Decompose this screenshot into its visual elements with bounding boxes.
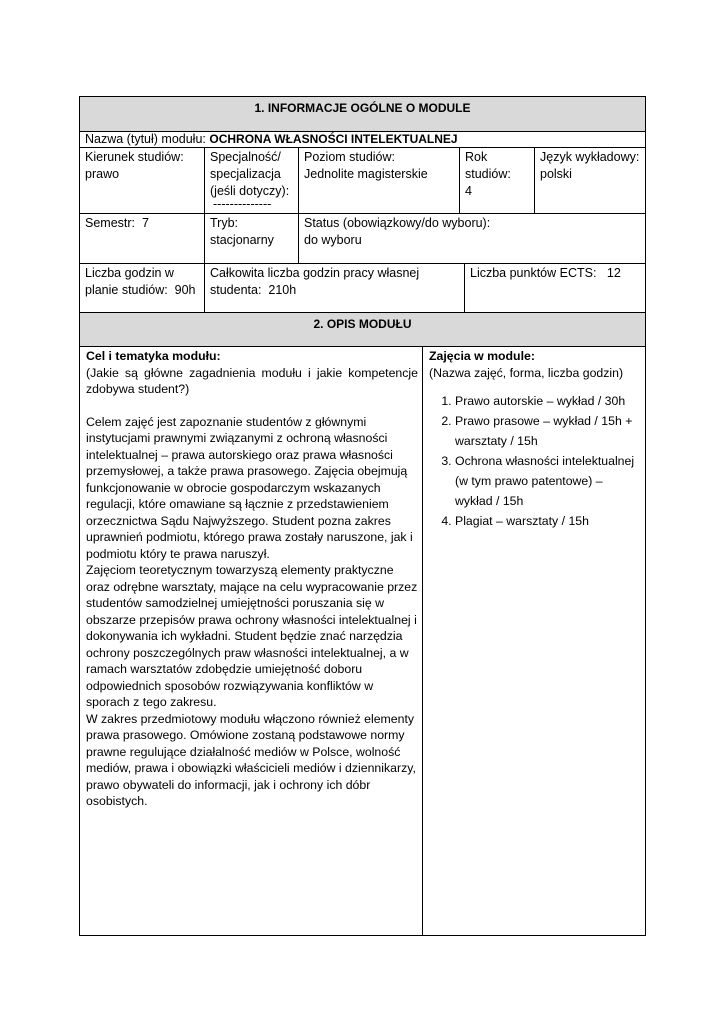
zajecia-subheading: (Nazwa zajęć, forma, liczba godzin)	[429, 365, 624, 380]
godziny-cell	[80, 263, 204, 312]
zajecia-heading: Zajęcia w module:	[429, 349, 535, 363]
semestr-cell	[80, 213, 204, 263]
semestr-label: Semestr:	[85, 216, 136, 230]
specjalnosc-label-1: Specjalność/	[210, 150, 281, 164]
zajecia-list	[429, 391, 639, 531]
praca-value: 210h	[268, 283, 297, 297]
godziny-value: 90h	[174, 283, 196, 297]
module-name-row	[80, 131, 645, 148]
tryb-value: stacjonarny	[210, 233, 274, 247]
kierunek-value: prawo	[85, 167, 120, 181]
section-2-header	[80, 313, 645, 346]
godziny-label-2: planie studiów:	[85, 283, 168, 297]
jezyk-value: polski	[540, 167, 572, 181]
cel-paragraph-2: Zajęciom teoretycznym towarzyszą elementy praktyczne oraz odrębne warsztaty, mające na celu wypracowanie przez studentów samodzielnej umiejętności poruszania się w obszarze przepisów prawa ochrony własności intelektualnej i dokonywania ich wykładni. Student będzie znać narzędzia ochrony poszczególnych praw własności intelektualnej, a w ramach warsztatów zdobędzie umiejętność doboru odpowiednich sposobów rozwiązywania konfliktów w sporach z tego zakresu.	[86, 563, 418, 709]
status-label: Status (obowiązkowy/do wyboru):	[304, 216, 491, 230]
tryb-cell	[205, 213, 298, 263]
cel-subheading: (Jakie są główne zagadnienia modułu i jakie kompetencje zdobywa student?)	[86, 365, 418, 396]
poziom-label: Poziom studiów:	[304, 150, 396, 164]
kierunek-cell	[80, 147, 204, 213]
zajecia-cell	[423, 347, 645, 531]
rok-label-1: Rok	[465, 150, 488, 164]
poziom-cell	[299, 147, 459, 213]
cel-heading: Cel i tematyka modułu:	[86, 349, 221, 363]
list-item: 4. Plagiat – warsztaty / 15h	[455, 511, 639, 531]
list-item: 1. Prawo autorskie – wykład / 30h	[455, 391, 639, 411]
praca-label-2: studenta:	[210, 283, 262, 297]
specjalnosc-label-2: specjalizacja	[210, 167, 281, 181]
status-cell	[299, 213, 645, 263]
list-item: 3. Ochrona własności intelektualnej (w tym prawo patentowe) – wykład / 15h	[455, 451, 639, 511]
semestr-value: 7	[141, 216, 149, 230]
section-2-title: 2. OPIS MODUŁU	[313, 317, 412, 331]
cel-paragraph-3: W zakres przedmiotowy modułu włączono również elementy prawa prasowego. Omówione zostaną podstawowe normy prawne regulujące działalność mediów w Polsce, wolność mediów, prawa i obowiązki właścicieli mediów i dziennikarzy, prawo obywateli do informacji, jak i ochrony ich dóbr osobistych.	[86, 711, 416, 808]
ects-label: Liczba punktów ECTS:	[470, 266, 597, 280]
ects-value: 12	[606, 266, 621, 280]
cel-tematyka-cell	[80, 347, 422, 810]
list-item: 2. Prawo prasowe – wykład / 15h + warsztaty / 15h	[455, 411, 639, 451]
poziom-value: Jednolite magisterskie	[304, 167, 428, 181]
jezyk-label: Język wykładowy:	[540, 150, 640, 164]
kierunek-label: Kierunek studiów:	[85, 150, 184, 164]
ects-cell	[465, 263, 645, 312]
rok-cell	[460, 147, 534, 213]
specjalnosc-cell	[205, 147, 298, 213]
module-name-value: OCHRONA WŁASNOŚCI INTELEKTUALNEJ	[209, 132, 458, 146]
rok-label-2: studiów:	[465, 167, 511, 181]
section-1-title: 1. INFORMACJE OGÓLNE O MODULE	[254, 101, 471, 115]
godziny-label-1: Liczba godzin w	[85, 266, 174, 280]
tryb-label: Tryb:	[210, 216, 239, 230]
rok-value: 4	[465, 184, 472, 198]
cel-paragraph-1: Celem zajęć jest zapoznanie studentów z głównymi instytucjami prawnymi związanymi z ochroną własności intelektualnej – prawa autorskiego oraz prawa własności przemysłowej, a także prawa prasowego. Zajęcia obejmują funkcjonowanie w obrocie gospodarczym wskazanych regulacji, które omawiane są łącznie z przedstawieniem orzecznictwa Sądu Najwyższego. Student pozna zakres uprawnień podmiotu, którego prawa zostały naruszone, jak i podmiotu który te prawa naruszył.	[86, 414, 413, 561]
module-name-label: Nazwa (tytuł) modułu:	[85, 132, 206, 146]
specjalnosc-label-3: (jeśli dotyczy):	[210, 184, 290, 198]
specjalnosc-value: --------------	[213, 197, 272, 211]
praca-label-1: Całkowita liczba godzin pracy własnej	[210, 266, 420, 280]
jezyk-cell	[535, 147, 645, 213]
status-value: do wyboru	[304, 233, 362, 247]
section-1-header	[80, 97, 645, 131]
praca-wlasna-cell	[205, 263, 464, 312]
